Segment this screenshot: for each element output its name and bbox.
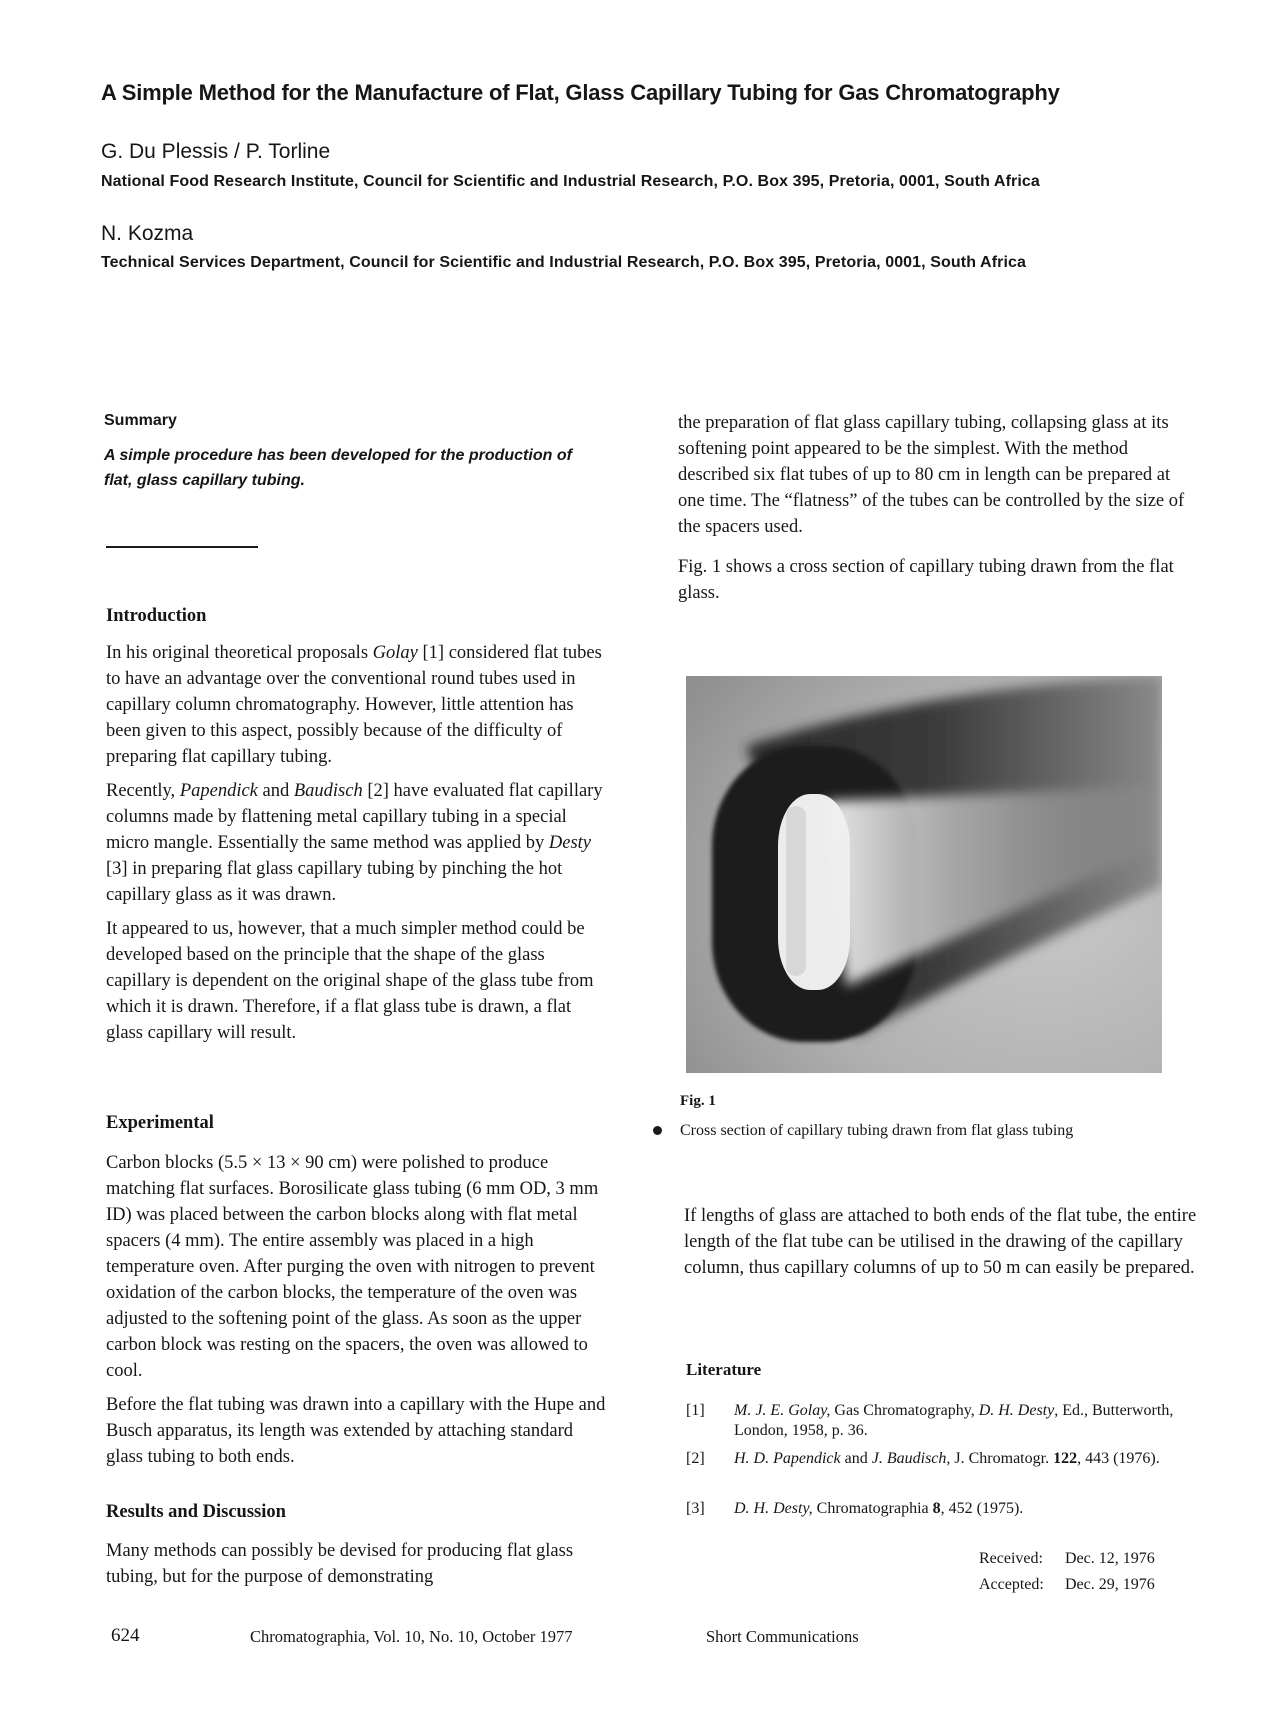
- accepted-label: Accepted:: [979, 1576, 1044, 1593]
- section-label: Short Communications: [706, 1627, 859, 1646]
- author-names-2: N. Kozma: [101, 222, 194, 245]
- literature-heading: Literature: [686, 1360, 762, 1379]
- introduction-paragraph-1: In his original theoretical proposals Golay [1] considered flat tubes to have an advantage over the conventional round tubes used in capillary column chromatography. However, little attention has been given to this aspect, possibly because of the difficulty of preparing flat capillary tubing.: [106, 643, 602, 767]
- results-paragraph-3: If lengths of glass are attached to both ends of the flat tube, the entire length of the flat tube can be utilised in the drawing of the capillary column, thus capillary columns of up to 50 m can easily be prepared.: [684, 1206, 1197, 1278]
- experimental-paragraph-1: Carbon blocks (5.5 × 13 × 90 cm) were polished to produce matching flat surfaces. Borosilicate glass tubing (6 mm OD, 3 mm ID) was placed between the carbon blocks along with flat metal spacers (4 mm). The entire assembly was placed in a high temperature oven. After purging the oven with nitrogen to prevent oxidation of the carbon blocks, the temperature of the oven was adjusted to the softening point of the glass. As soon as the upper carbon block was resting on the spacers, the oven was allowed to cool.: [106, 1153, 599, 1381]
- page-number: 624: [111, 1625, 140, 1646]
- reference-number: [2]: [686, 1450, 705, 1467]
- figure-caption: Cross section of capillary tubing drawn from flat glass tubing: [680, 1122, 1074, 1139]
- accepted-date: Dec. 29, 1976: [1065, 1576, 1155, 1593]
- author-names-1: G. Du Plessis / P. Torline: [101, 140, 331, 163]
- author-affiliation-1: National Food Research Institute, Council for Scientific and Industrial Research, P.O. Box 395, Pretoria, 0001, South Africa: [101, 173, 1040, 190]
- results-body-left: [106, 1538, 606, 1590]
- introduction-heading: Introduction: [106, 606, 207, 626]
- summary-text: A simple procedure has been developed for the production of flat, glass capillary tubing.: [104, 447, 572, 489]
- reference-text: H. D. Papendick and J. Baudisch, J. Chromatogr. 122, 443 (1976).: [734, 1450, 1160, 1467]
- results-body-right-2: [684, 1203, 1204, 1281]
- author-affiliation-2: Technical Services Department, Council for Scientific and Industrial Research, P.O. Box 395, Pretoria, 0001, South Africa: [101, 254, 1026, 271]
- capillary-cross-section-image: [686, 676, 1162, 1073]
- received-label: Received:: [979, 1550, 1043, 1567]
- summary-heading: Summary: [104, 412, 177, 429]
- reference-number: [1]: [686, 1402, 705, 1419]
- figure-photo: [686, 676, 1162, 1073]
- figure-label: Fig. 1: [680, 1093, 716, 1109]
- experimental-paragraph-2: Before the flat tubing was drawn into a capillary with the Hupe and Busch apparatus, its length was extended by attaching standard glass tubing to both ends.: [106, 1395, 606, 1467]
- journal-citation: Chromatographia, Vol. 10, No. 10, October 1977: [250, 1627, 573, 1646]
- results-body-right: [678, 410, 1198, 606]
- results-paragraph-2: Fig. 1 shows a cross section of capillary tubing drawn from the flat glass.: [678, 557, 1174, 603]
- results-paragraph-1-start: Many methods can possibly be devised for producing flat glass tubing, but for the purpose of demonstrating: [106, 1541, 574, 1587]
- introduction-paragraph-2: Recently, Papendick and Baudisch [2] have evaluated flat capillary columns made by flattening metal capillary tubing in a special micro mangle. Essentially the same method was applied by Desty [3] in preparing flat glass capillary tubing by pinching the hot capillary glass as it was drawn.: [106, 781, 603, 905]
- reference-text: D. H. Desty, Chromatographia 8, 452 (1975).: [734, 1500, 1024, 1517]
- reference-text: M. J. E. Golay, Gas Chromatography, D. H. Desty, Ed., Butterworth, London, 1958, p. 36.: [734, 1402, 1174, 1439]
- caption-bullet-icon: [653, 1126, 662, 1135]
- results-heading: Results and Discussion: [106, 1502, 286, 1522]
- experimental-heading: Experimental: [106, 1113, 214, 1133]
- introduction-body: [106, 640, 606, 1046]
- section-divider: [106, 546, 258, 548]
- reference-number: [3]: [686, 1500, 705, 1517]
- results-paragraph-1-end: the preparation of flat glass capillary tubing, collapsing glass at its softening point appeared to be the simplest. With the method described six flat tubes of up to 80 cm in length can be prepared at one time. The “flatness” of the tubes can be controlled by the size of the spacers used.: [678, 413, 1185, 537]
- introduction-paragraph-3: It appeared to us, however, that a much simpler method could be developed based on the principle that the shape of the glass capillary is dependent on the original shape of the glass tube from which it is drawn. Therefore, if a flat glass tube is drawn, a flat glass capillary will result.: [106, 919, 594, 1043]
- experimental-body: [106, 1150, 606, 1470]
- article-title: A Simple Method for the Manufacture of Flat, Glass Capillary Tubing for Gas Chromatography: [101, 80, 1060, 105]
- received-date: Dec. 12, 1976: [1065, 1550, 1155, 1567]
